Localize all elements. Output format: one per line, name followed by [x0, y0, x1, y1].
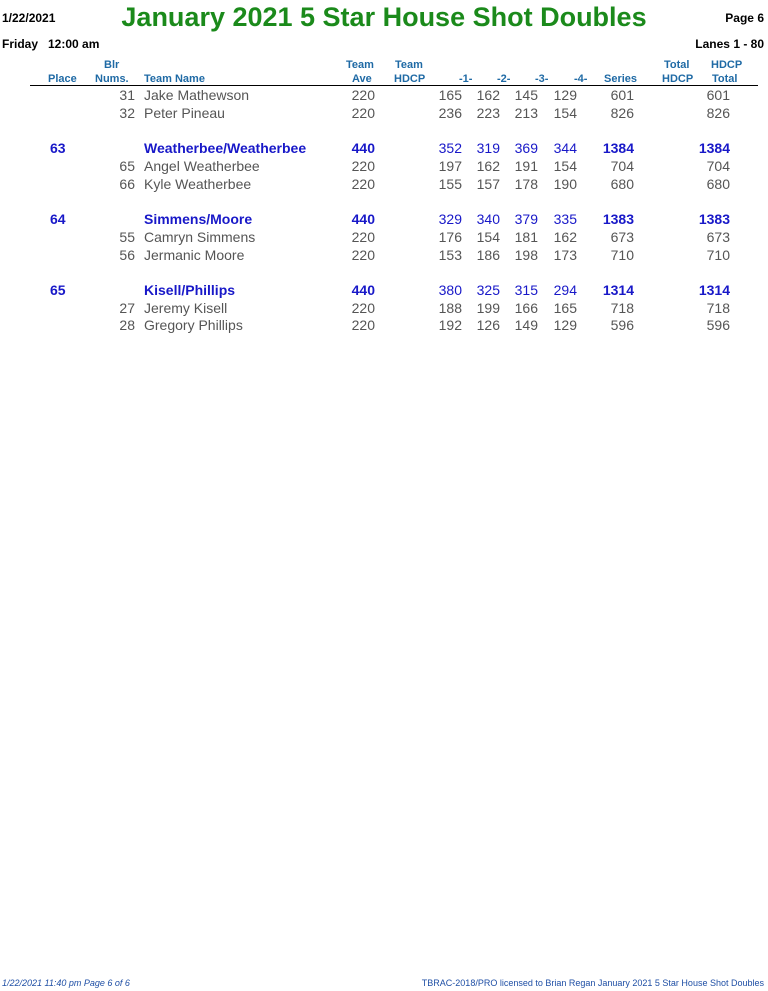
bowler-game-1: 155 — [438, 176, 462, 192]
team-game-1: 329 — [438, 211, 462, 227]
col-team-hdcp-top: Team — [395, 59, 423, 71]
footer-license: TBRAC-2018/PRO licensed to Brian Regan January 2021 5 Star House Shot Doubles — [421, 978, 764, 988]
bowler-number: 55 — [119, 229, 135, 245]
bowler-name: Camryn Simmens — [144, 229, 256, 245]
col-game-3: -3- — [535, 73, 549, 85]
bowler-series: 704 — [610, 158, 634, 174]
team-game-3: 369 — [514, 140, 538, 156]
bowler-game-2: 223 — [476, 105, 500, 121]
page-number: Page 6 — [725, 11, 764, 25]
col-team-hdcp-bottom: HDCP — [394, 73, 426, 85]
bowler-hdcp-total: 673 — [706, 229, 730, 245]
bowler-average: 220 — [351, 176, 375, 192]
team-game-2: 340 — [476, 211, 500, 227]
bowler-game-2: 162 — [476, 158, 500, 174]
col-team-name: Team Name — [144, 73, 205, 85]
team-game-4: 344 — [553, 140, 577, 156]
team-series: 1314 — [602, 282, 634, 298]
bowler-game-2: 126 — [476, 317, 500, 333]
team-average: 440 — [351, 211, 375, 227]
bowler-row — [0, 176, 768, 194]
col-series: Series — [604, 73, 638, 85]
bowler-average: 220 — [351, 317, 375, 333]
bowler-game-4: 190 — [553, 176, 577, 192]
team-place: 65 — [50, 282, 66, 298]
team-average: 440 — [351, 140, 375, 156]
team-game-3: 315 — [514, 282, 538, 298]
col-total-hdcp-top: Total — [664, 59, 690, 71]
col-hdcp-total-bottom: Total — [712, 73, 738, 85]
bowler-game-3: 145 — [514, 87, 538, 103]
bowler-row — [0, 229, 768, 247]
bowler-series: 601 — [610, 87, 634, 103]
report-time: 12:00 am — [48, 37, 100, 51]
team-game-1: 352 — [438, 140, 462, 156]
team-game-4: 335 — [553, 211, 577, 227]
report-day: Friday — [2, 37, 39, 51]
footer-print-info: 1/22/2021 11:40 pm Page 6 of 6 — [2, 978, 130, 988]
bowler-game-3: 178 — [514, 176, 538, 192]
bowler-name: Kyle Weatherbee — [144, 176, 252, 192]
bowler-name: Jeremy Kisell — [144, 300, 228, 316]
team-name: Simmens/Moore — [144, 211, 253, 227]
col-place: Place — [48, 73, 77, 85]
col-hdcp-total-top: HDCP — [711, 59, 743, 71]
bowler-name: Angel Weatherbee — [144, 158, 260, 174]
team-name: Weatherbee/Weatherbee — [144, 140, 307, 156]
team-row — [0, 140, 768, 158]
bowler-average: 220 — [351, 247, 375, 263]
bowler-average: 220 — [351, 105, 375, 121]
col-blr-bottom: Nums. — [95, 73, 129, 85]
bowler-row — [0, 158, 768, 176]
bowler-series: 826 — [610, 105, 634, 121]
bowler-number: 56 — [119, 247, 135, 263]
bowler-game-2: 186 — [476, 247, 500, 263]
col-team-ave-bottom: Ave — [352, 73, 372, 85]
team-series: 1383 — [602, 211, 634, 227]
bowler-name: Jake Mathewson — [144, 87, 250, 103]
bowler-average: 220 — [351, 229, 375, 245]
bowler-series: 710 — [610, 247, 634, 263]
bowler-series: 680 — [610, 176, 634, 192]
col-game-2: -2- — [497, 73, 511, 85]
team-game-2: 325 — [476, 282, 500, 298]
bowler-game-3: 198 — [514, 247, 538, 263]
bowler-game-4: 129 — [553, 87, 577, 103]
bowler-hdcp-total: 704 — [706, 158, 730, 174]
bowler-game-3: 166 — [514, 300, 538, 316]
bowler-number: 27 — [119, 300, 135, 316]
team-game-3: 379 — [514, 211, 538, 227]
bowler-game-4: 162 — [553, 229, 577, 245]
bowler-row — [0, 317, 768, 335]
col-blr-top: Blr — [104, 59, 120, 71]
bowler-series: 718 — [610, 300, 634, 316]
col-total-hdcp-bottom: HDCP — [662, 73, 694, 85]
bowler-number: 31 — [119, 87, 135, 103]
bowler-game-1: 197 — [438, 158, 462, 174]
team-place: 64 — [50, 211, 66, 227]
bowler-name: Jermanic Moore — [144, 247, 245, 263]
bowler-hdcp-total: 718 — [706, 300, 730, 316]
team-row — [0, 211, 768, 229]
bowler-hdcp-total: 710 — [706, 247, 730, 263]
bowler-name: Peter Pineau — [144, 105, 225, 121]
team-name: Kisell/Phillips — [144, 282, 236, 298]
bowler-row — [0, 105, 768, 123]
bowler-hdcp-total: 680 — [706, 176, 730, 192]
bowler-game-4: 154 — [553, 158, 577, 174]
team-series: 1384 — [602, 140, 634, 156]
team-row — [0, 282, 768, 300]
bowler-average: 220 — [351, 158, 375, 174]
bowler-game-3: 149 — [514, 317, 538, 333]
bowler-number: 66 — [119, 176, 135, 192]
bowler-game-4: 173 — [553, 247, 577, 263]
bowler-number: 28 — [119, 317, 135, 333]
bowler-number: 32 — [119, 105, 135, 121]
bowler-game-1: 236 — [438, 105, 462, 121]
team-place: 63 — [50, 140, 66, 156]
header-rule — [30, 85, 758, 86]
bowler-game-3: 181 — [514, 229, 538, 245]
bowler-game-3: 191 — [514, 158, 538, 174]
bowler-name: Gregory Phillips — [144, 317, 243, 333]
bowler-game-4: 154 — [553, 105, 577, 121]
bowler-game-1: 176 — [438, 229, 462, 245]
team-hdcp-total: 1384 — [698, 140, 730, 156]
bowler-game-2: 154 — [476, 229, 500, 245]
bowler-game-2: 162 — [476, 87, 500, 103]
lanes-range: Lanes 1 - 80 — [695, 37, 764, 51]
bowler-row — [0, 247, 768, 265]
bowler-game-4: 165 — [553, 300, 577, 316]
team-hdcp-total: 1314 — [698, 282, 730, 298]
bowler-hdcp-total: 596 — [706, 317, 730, 333]
bowler-game-2: 199 — [476, 300, 500, 316]
bowler-number: 65 — [119, 158, 135, 174]
team-average: 440 — [351, 282, 375, 298]
team-game-2: 319 — [476, 140, 500, 156]
report-date: 1/22/2021 — [2, 11, 56, 25]
bowler-game-4: 129 — [553, 317, 577, 333]
team-game-1: 380 — [438, 282, 462, 298]
bowler-hdcp-total: 826 — [706, 105, 730, 121]
bowler-series: 596 — [610, 317, 634, 333]
col-team-ave-top: Team — [346, 59, 374, 71]
bowler-game-1: 165 — [438, 87, 462, 103]
bowler-row — [0, 87, 768, 105]
bowler-game-1: 192 — [438, 317, 462, 333]
bowler-average: 220 — [351, 300, 375, 316]
bowler-series: 673 — [610, 229, 634, 245]
bowler-game-1: 153 — [438, 247, 462, 263]
team-game-4: 294 — [553, 282, 577, 298]
bowler-average: 220 — [351, 87, 375, 103]
col-game-1: -1- — [459, 73, 473, 85]
team-hdcp-total: 1383 — [698, 211, 730, 227]
report-title: January 2021 5 Star House Shot Doubles — [121, 2, 647, 32]
col-game-4: -4- — [574, 73, 588, 85]
bowler-game-2: 157 — [476, 176, 500, 192]
bowler-row — [0, 300, 768, 318]
bowler-hdcp-total: 601 — [706, 87, 730, 103]
bowler-game-1: 188 — [438, 300, 462, 316]
bowler-game-3: 213 — [514, 105, 538, 121]
